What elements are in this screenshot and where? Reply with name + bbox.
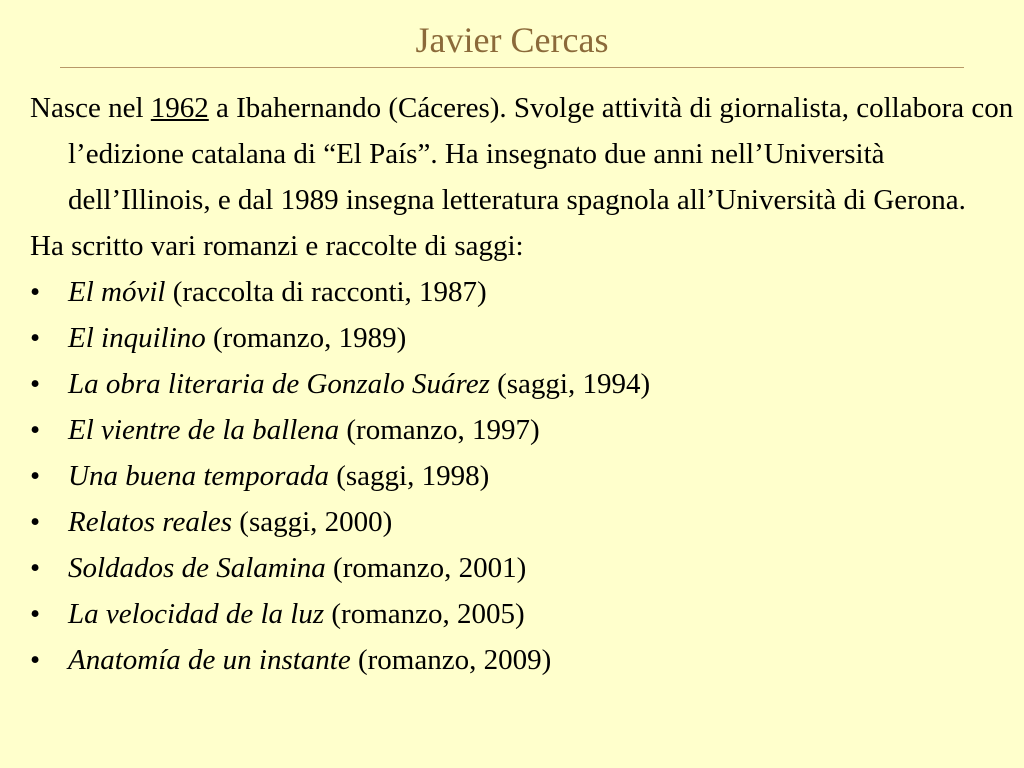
bullet-icon: •	[30, 598, 41, 630]
work-note: (romanzo, 2001)	[325, 552, 527, 584]
list-item	[30, 361, 1015, 407]
work-title: La obra literaria de Gonzalo Suárez	[68, 368, 490, 400]
bullet-icon: •	[30, 644, 41, 676]
list-item	[30, 453, 1015, 499]
list-item	[30, 591, 1015, 637]
work-note: (saggi, 1998)	[328, 460, 490, 492]
works-intro: Ha scritto vari romanzi e raccolte di saggi:	[30, 230, 524, 262]
work-note: (romanzo, 2005)	[324, 598, 525, 630]
work-title: Anatomía de un instante	[68, 644, 351, 676]
list-item	[30, 407, 1015, 453]
work-title: El inquilino	[68, 322, 206, 354]
list-item	[30, 499, 1015, 545]
bullet-icon: •	[30, 276, 41, 308]
title-divider	[60, 67, 964, 68]
work-title: El vientre de la ballena	[68, 414, 340, 446]
work-note: (raccolta di racconti, 1987)	[165, 276, 487, 308]
work-title: Relatos reales	[68, 506, 233, 538]
slide-title: Javier Cercas	[415, 20, 609, 60]
work-note: (romanzo, 1989)	[205, 322, 407, 354]
work-note: (saggi, 2000)	[232, 506, 393, 538]
work-title: La velocidad de la luz	[68, 598, 325, 630]
bio-year: 1962	[150, 92, 209, 124]
bullet-icon: •	[30, 460, 41, 492]
work-note: (saggi, 1994)	[489, 368, 651, 400]
work-note: (romanzo, 2009)	[350, 644, 552, 676]
list-item	[30, 637, 1015, 683]
bullet-icon: •	[30, 506, 41, 538]
bio-post: a Ibahernando (Cáceres). Svolge attività di giornalista, collabora con l’edizione catalana di “El País”. Ha insegnato due anni nell’Università dell’Illinois, e dal 1989 insegna letteratura spagnola all’Università di Gerona.	[68, 92, 1014, 216]
bio-pre: Nasce nel	[30, 92, 151, 124]
works-list	[30, 269, 1015, 683]
bullet-icon: •	[30, 368, 41, 400]
list-item	[30, 269, 1015, 315]
list-item	[30, 315, 1015, 361]
work-title: Una buena temporada	[68, 460, 329, 492]
bullet-icon: •	[30, 322, 41, 354]
bullet-icon: •	[30, 552, 41, 584]
work-title: Soldados de Salamina	[68, 552, 326, 584]
slide-body	[30, 85, 1015, 683]
work-title: El móvil	[68, 276, 166, 308]
list-item	[30, 545, 1015, 591]
bio-paragraph	[30, 85, 1015, 223]
bullet-icon: •	[30, 414, 41, 446]
work-note: (romanzo, 1997)	[339, 414, 540, 446]
